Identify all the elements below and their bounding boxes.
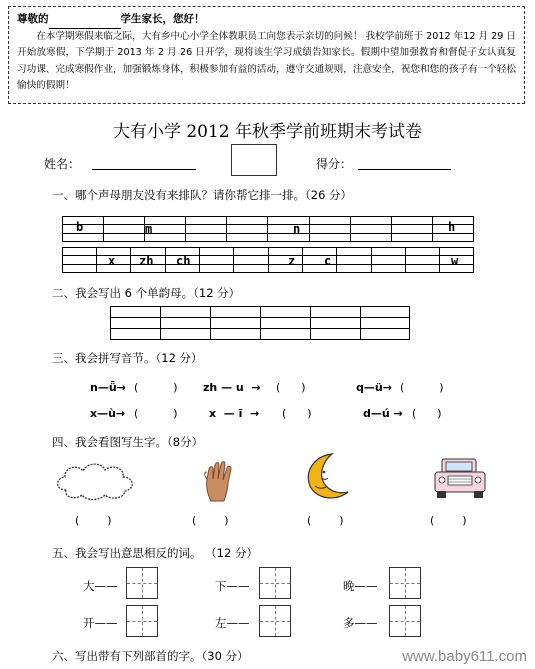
letter-m: m — [145, 222, 153, 236]
picture-blank-car[interactable]: ( ) — [430, 514, 467, 527]
pinyin-blank-3[interactable]: ( ) — [400, 381, 444, 394]
score-box[interactable] — [231, 144, 277, 176]
section-1-title: 一、哪个声母朋友没有来排队？请你帮它排一排。（26 分） — [52, 188, 353, 202]
antonym-word-1: 大—— — [83, 579, 118, 593]
picture-blank-moon[interactable]: ( ) — [307, 514, 344, 527]
hand-icon — [203, 459, 237, 503]
pinyin-blank-1[interactable]: ( ) — [134, 381, 178, 394]
student-name-blank[interactable] — [49, 12, 121, 29]
site-watermark: www.baby611.com — [402, 648, 527, 665]
section-3-title: 三、我会拼写音节。（12 分） — [52, 351, 203, 365]
antonym-box-5[interactable] — [259, 605, 291, 637]
pinyin-expr-6: d—ú → — [363, 407, 403, 420]
pinyin-expr-3: q—ü→ — [356, 381, 392, 394]
antonym-box-2[interactable] — [259, 567, 291, 599]
pinyin-row-1 — [62, 216, 474, 242]
vowel-grid[interactable] — [110, 306, 410, 340]
antonym-box-1[interactable] — [126, 567, 158, 599]
antonym-box-4[interactable] — [126, 605, 158, 637]
car-icon — [432, 455, 488, 501]
parent-notice — [8, 6, 525, 104]
section-2-title: 二、我会写出 6 个单韵母。（12 分） — [52, 286, 241, 300]
name-field[interactable] — [92, 169, 196, 170]
pinyin-blank-2[interactable]: ( ) — [276, 381, 306, 394]
score-field[interactable] — [358, 169, 451, 170]
letter-x: x — [108, 254, 116, 268]
greeting-suffix: 学生家长，您好！ — [120, 13, 205, 25]
pinyin-blank-4[interactable]: ( ) — [134, 407, 178, 420]
pinyin-blank-5[interactable]: ( ) — [282, 407, 312, 420]
picture-blank-cloud[interactable]: ( ) — [75, 514, 112, 527]
name-label: 姓名： — [44, 157, 81, 171]
letter-ch: ch — [176, 254, 191, 268]
notice-body: 在本学期寒假来临之际，大有乡中心小学全体教职员工向您表示亲切的问候！ 我校学前班于 2012 年12 月 29 日开始放寒假，下学期于 2013 年 2 月 26 日开学，现将该生学习成绩告知家长。假期中望加强教育和督促子女认真复习功课、完成寒假作业，加强锻炼身体，积极参加有益的活动，遵守交通规则，注意安全，祝您和您的孩子有一个轻松愉快的假期！ — [17, 31, 516, 91]
antonym-box-3[interactable] — [389, 567, 421, 599]
pinyin-expr-5: x — ī → — [209, 407, 260, 420]
pinyin-expr-2: zh — u → — [203, 381, 261, 394]
section-6-title: 六、写出带有下列部首的字。（30 分） — [52, 649, 249, 663]
letter-h: h — [448, 220, 456, 234]
letter-zh: zh — [139, 254, 154, 268]
antonym-word-6: 多—— — [343, 616, 378, 630]
letter-w: w — [451, 254, 459, 268]
pinyin-expr-1: n—ǖ→ — [90, 381, 126, 394]
pinyin-expr-4: x—ù→ — [90, 407, 126, 420]
exam-title: 大有小学 2012 年秋季学前班期末考试卷 — [112, 122, 423, 142]
letter-n: n — [293, 222, 301, 236]
letter-c: c — [324, 254, 332, 268]
antonym-word-5: 左—— — [215, 616, 250, 630]
picture-blank-hand[interactable]: ( ) — [192, 514, 229, 527]
antonym-word-2: 下—— — [215, 579, 250, 593]
pinyin-blank-6[interactable]: ( ) — [412, 407, 442, 420]
letter-z: z — [288, 254, 296, 268]
letter-b: b — [76, 220, 84, 234]
score-label: 得分： — [316, 157, 353, 171]
cloud-icon — [52, 460, 138, 502]
antonym-box-6[interactable] — [389, 605, 421, 637]
antonym-word-3: 晚—— — [343, 579, 378, 593]
section-4-title: 四、我会看图写生字。（8分） — [52, 435, 204, 449]
greeting-prefix: 尊敬的 — [17, 13, 49, 25]
antonym-word-4: 开—— — [83, 616, 118, 630]
moon-icon — [302, 452, 352, 502]
section-5-title: 五、我会写出意思相反的词。 （12 分） — [52, 546, 258, 560]
pinyin-row-2 — [62, 247, 474, 273]
